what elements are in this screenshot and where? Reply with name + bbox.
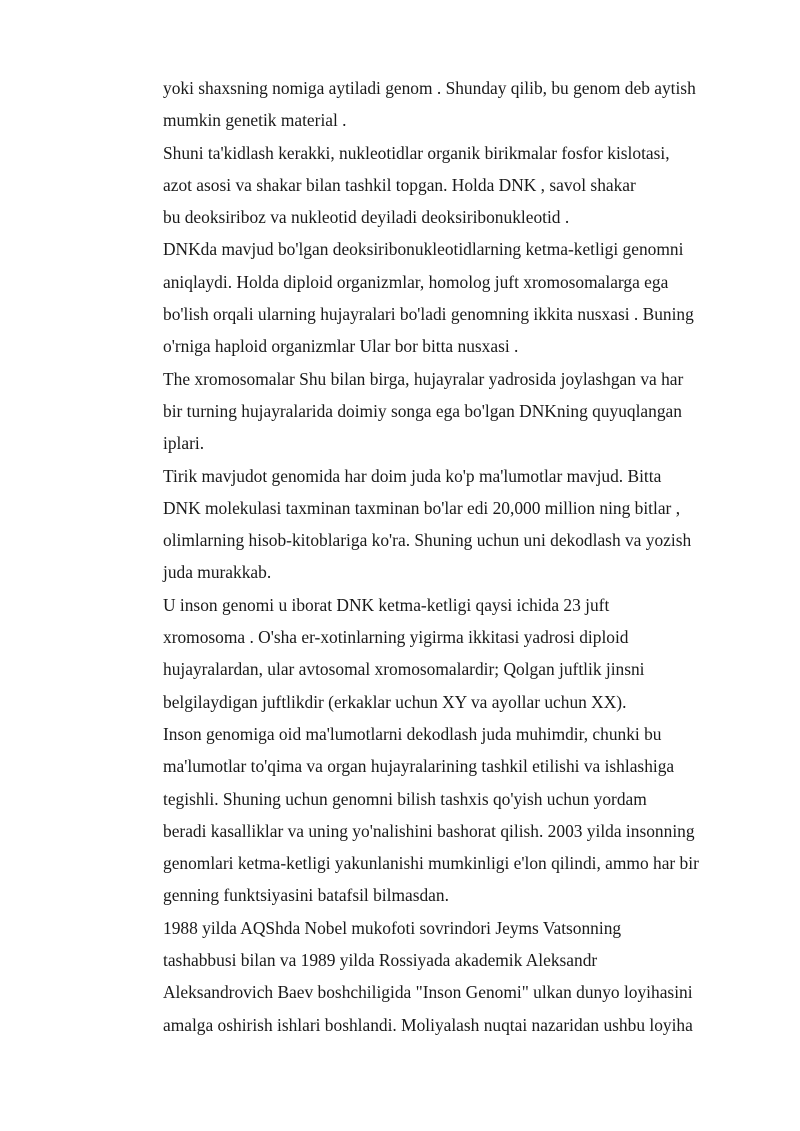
text-line: juda murakkab. xyxy=(163,562,272,583)
text-line: Inson genomiga oid ma'lumotlarni dekodlash juda muhimdir, chunki bu xyxy=(163,723,662,744)
body-text xyxy=(163,72,753,1041)
text-line: tashabbusi bilan va 1989 yilda Rossiyada akademik Aleksandr xyxy=(163,950,598,971)
text-line: Tirik mavjudot genomida har doim juda ko'p ma'lumotlar mavjud. Bitta xyxy=(163,465,662,486)
text-line: mumkin genetik material . xyxy=(163,110,347,131)
text-line: genning funktsiyasini batafsil bilmasdan. xyxy=(163,885,449,906)
text-line: bir turning hujayralarida doimiy songa ega bo'lgan DNKning quyuqlangan xyxy=(163,400,682,421)
text-line: xromosoma . O'sha er-xotinlarning yigirma ikkitasi yadrosi diploid xyxy=(163,627,629,648)
text-line: aniqlaydi. Holda diploid organizmlar, homolog juft xromosomalarga ega xyxy=(163,271,669,292)
text-line: DNKda mavjud bo'lgan deoksiribonukleotidlarning ketma-ketligi genomni xyxy=(163,239,684,260)
text-line: iplari. xyxy=(163,433,205,454)
text-line: 1988 yilda AQShda Nobel mukofoti sovrindori Jeyms Vatsonning xyxy=(163,917,622,938)
text-line: U inson genomi u iborat DNK ketma-ketligi qaysi ichida 23 juft xyxy=(163,594,610,615)
text-line: ma'lumotlar to'qima va organ hujayralarining tashkil etilishi va ishlashiga xyxy=(163,756,675,777)
text-line: yoki shaxsning nomiga aytiladi genom . Shunday qilib, bu genom deb aytish xyxy=(163,78,696,98)
text-line: genomlari ketma-ketligi yakunlanishi mumkinligi e'lon qilindi, ammo har bir xyxy=(163,853,699,874)
text-line: o'rniga haploid organizmlar Ular bor bitta nusxasi . xyxy=(163,336,519,357)
text-line: beradi kasalliklar va uning yo'nalishini bashorat qilish. 2003 yilda insonning xyxy=(163,820,695,841)
text-line: The xromosomalar Shu bilan birga, hujayralar yadrosida joylashgan va har xyxy=(163,368,684,389)
text-line: belgilaydigan juftlikdir (erkaklar uchun XY va ayollar uchun XX). xyxy=(163,691,627,712)
text-line: Aleksandrovich Baev boshchiligida "Inson Genomi" ulkan dunyo loyihasini xyxy=(163,982,693,1003)
text-line: azot asosi va shakar bilan tashkil topgan. Holda DNK , savol shakar xyxy=(163,174,636,195)
text-line: amalga oshirish ishlari boshlandi. Moliyalash nuqtai nazaridan ushbu loyiha xyxy=(163,1014,693,1035)
text-line: tegishli. Shuning uchun genomni bilish tashxis qo'yish uchun yordam xyxy=(163,788,647,809)
text-line: DNK molekulasi taxminan taxminan bo'lar edi 20,000 million ning bitlar , xyxy=(163,497,681,518)
text-line: bu deoksiriboz va nukleotid deyiladi deoksiribonukleotid . xyxy=(163,207,570,228)
text-line: bo'lish orqali ularning hujayralari bo'ladi genomning ikkita nusxasi . Buning xyxy=(163,304,694,325)
text-line: hujayralardan, ular avtosomal xromosomalardir; Qolgan juftlik jinsni xyxy=(163,659,645,680)
text-line: olimlarning hisob-kitoblariga ko'ra. Shuning uchun uni dekodlash va yozish xyxy=(163,530,692,551)
text-line: Shuni ta'kidlash kerakki, nukleotidlar organik birikmalar fosfor kislotasi, xyxy=(163,142,670,163)
